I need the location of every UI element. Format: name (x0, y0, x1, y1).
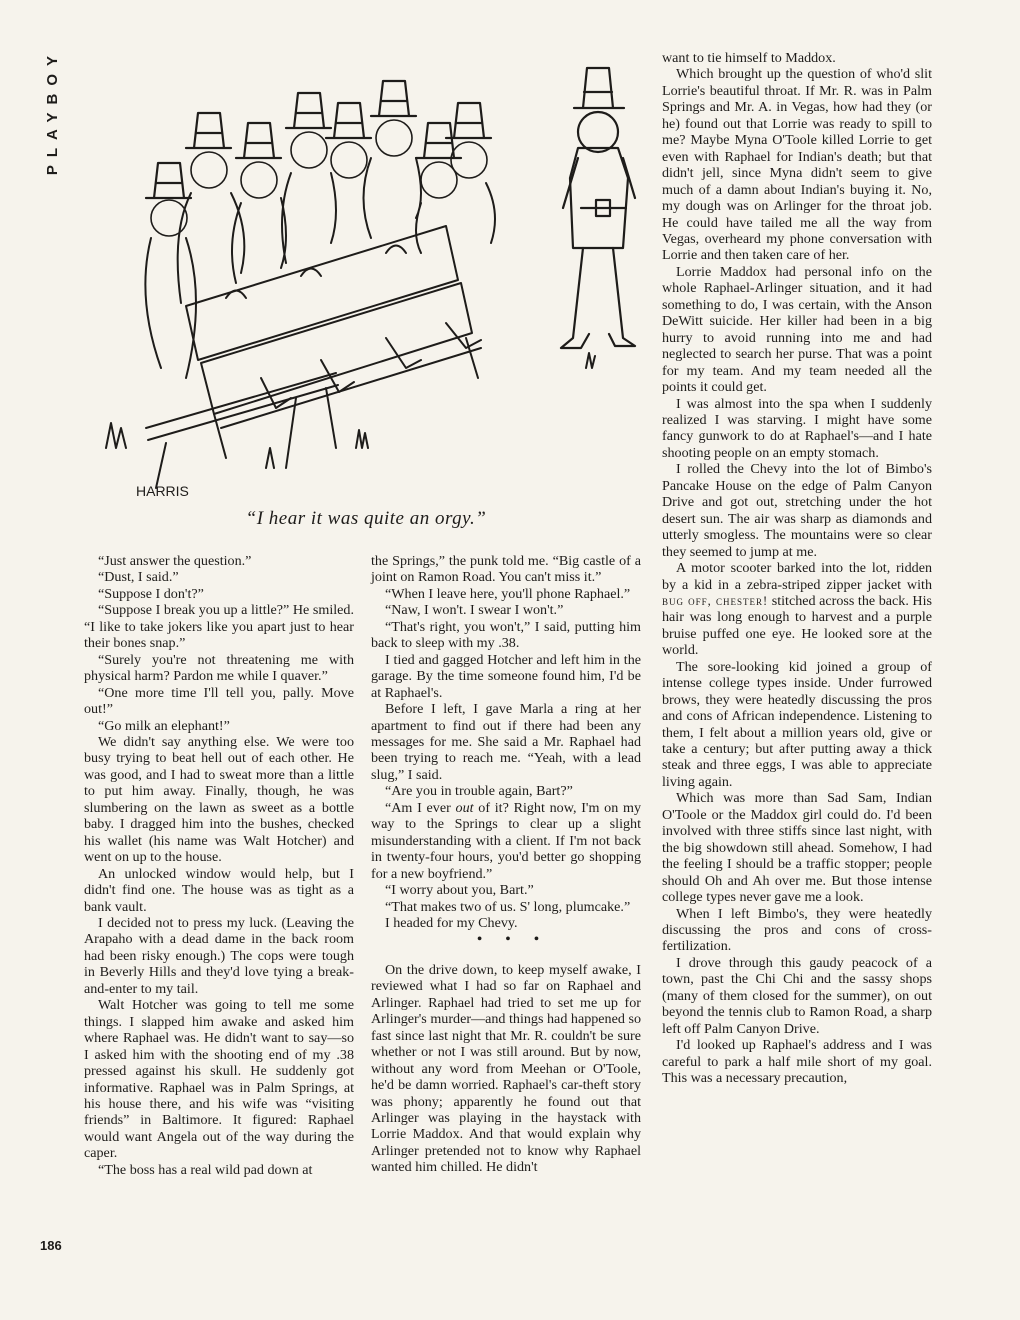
paragraph: We didn't say anything else. We were too busy trying to beat hell out of each other. He was good, and I had to sweat more than a little to put him away. Finally, though, he was slumbering on the lawn as sweet as a bottle baby. I dragged him into the bushes, checked his wallet (his name was Walt Hotcher) and went on up to the house. (84, 733, 354, 866)
paragraph: “Go milk an elephant!” (98, 717, 230, 734)
paragraph: An unlocked window would help, but I didn't find one. The house was as tight as a bank vault. (84, 865, 354, 915)
paragraph: Which brought up the question of who'd slit Lorrie's beautiful throat. If Mr. R. was in Palm Springs and Mr. A. in Vegas, how had they (or he) found out that Lorrie was ready to spill to me? Maybe Myna O'Toole killed Lorrie to get even with Raphael for Indian's death; but that didn't jell, since Myna didn't seem to give much of a damn about Indian's buying it. No, my dough was on Arlinger for the throat job. He could have tailed me all the way from Vegas, overheard my phone conversation with Lorrie and then taken care of her. (662, 66, 932, 264)
section-separator: • • • (477, 931, 549, 948)
italic-word: out (455, 799, 474, 816)
paragraph: I rolled the Chevy into the lot of Bimbo's Pancake House on the edge of Palm Canyon Drive and got out, stretching under the hot desert sun. The air was sharp as diamonds and utterly smogless. The mountains were so clear they seemed to jump at me. (662, 461, 932, 560)
paragraph: “Naw, I won't. I swear I won't.” (385, 602, 564, 619)
paragraph: Which was more than Sad Sam, Indian O'Toole or the Maddox girl could do. I'd been involved with three stiffs since last night, with the big showdown still ahead. Somehow, I had the feeling I should be a traffic stopper; people should Oh and Ah over me. But those intense college types never gave me a look. (662, 790, 932, 906)
masthead: PLAYBOY (44, 48, 61, 176)
paragraph: “One more time I'll tell you, pally. Move out!” (84, 684, 354, 718)
paragraph: “Suppose I break you up a little?” He smiled. “I like to take jokers like you apart just to hear their bones snap.” (84, 602, 354, 652)
article-column-1 (84, 553, 354, 1178)
paragraph: “I worry about you, Bart.” (385, 882, 534, 899)
paragraph (662, 560, 932, 659)
cartoon-caption: “I hear it was quite an orgy.” (245, 508, 487, 529)
paragraph: I tied and gagged Hotcher and left him in the garage. By the time someone found him, I'd be at Raphael's. (371, 651, 641, 701)
cartoonist-signature: HARRIS (136, 483, 189, 499)
paragraph: I was almost into the spa when I suddenly realized I was starving. I might have some fancy gunwork to do at Raphael's—and I hate shooting people on an empty stomach. (662, 395, 932, 461)
paragraph: When I left Bimbo's, they were heatedly discussing the pros and cons of cross-fertilization. (662, 905, 932, 955)
paragraph: I decided not to press my luck. (Leaving the Arapaho with a dead dame in the back room had been risky enough.) The cops were tough in Beverly Hills and they'd love tying a break-and-enter to my tail. (84, 914, 354, 997)
paragraph: “The boss has a real wild pad down at (98, 1161, 313, 1178)
paragraph: “Are you in trouble again, Bart?” (385, 783, 573, 800)
text-run: A motor scooter barked into the lot, ridden by a kid in a zebra-striped zipper jacket with (662, 560, 932, 593)
paragraph: I headed for my Chevy. (385, 914, 518, 931)
paragraph: Walt Hotcher was going to tell me some things. I slapped him awake and asked him where Raphael was. He didn't want to say—so I asked him with the shooting end of my .38 pressed against his skull. He suddenly got informative. Raphael was in Palm Springs, at his house there, and his wife was “visiting friends” in Baltimore. It figured: Raphael would want Angela out of the way during the caper. (84, 997, 354, 1162)
paragraph: “Dust, I said.” (98, 569, 179, 586)
paragraph: Lorrie Maddox had personal info on the whole Raphael-Arlinger situation, and it had something to do, I was certain, with the Anson DeWitt suicide. Her killer had been in a big hurry to avoid running into me and had neglected to search her purse. That was a point for my team. And my team needed all the points it could get. (662, 263, 932, 396)
paragraph: “Just answer the question.” (98, 553, 252, 569)
paragraph: the Springs,” the punk told me. “Big castle of a joint on Ramon Road. You can't miss it.” (371, 553, 641, 586)
page-number: 186 (40, 1238, 62, 1253)
paragraph: “Surely you're not threatening me with physical harm? Pardon me while I quaver.” (84, 651, 354, 685)
cartoon-illustration (86, 48, 646, 508)
paragraph: The sore-looking kid joined a group of intense college types inside. Under furrowed brows, they were heatedly discussing the pros and cons of African independence. Listening to them, I felt about a million years old, give or take a century; but after putting away a thick steak and three eggs, I was able to appreciate living again. (662, 658, 932, 790)
paragraph (371, 800, 641, 882)
paragraph: “When I leave here, you'll phone Raphael.” (385, 585, 631, 602)
paragraph: Before I left, I gave Marla a ring at her apartment to find out if there had been any messages for me. She said a Mr. Raphael had been trying to reach me. “Yeah, with a lead slug,” I said. (371, 701, 641, 783)
text-run: stitched across the back. His hair was long enough to harvest and a purple bruise puffed one eye. He looked sore at the world. (662, 592, 932, 659)
paragraph: “That's right, you won't,” I said, putting him back to sleep with my .38. (371, 618, 641, 652)
text-run: “Am I ever (385, 799, 456, 816)
article-column-3 (662, 50, 932, 1087)
paragraph: On the drive down, to keep myself awake, I reviewed what I had so far on Raphael and Arlinger. Raphael had tried to set me up for Arlinger's murder—and things had happened so fast since last night that Mr. R. couldn't be sure whether or not I was still around. But by now, without any word from Meehan or O'Toole, he'd be damn worried. Raphael's car-theft story was phony; apparently he found out that Arlinger was playing in the haystack with Lorrie Maddox. And that would explain why Arlinger pretended not to know why Raphael wanted him chilled. He didn't (371, 961, 641, 1176)
paragraph: want to tie himself to Maddox. (662, 50, 836, 66)
paragraph: I drove through this gaudy peacock of a town, past the Chi Chi and the sassy shops (many of them closed for the summer), on out beyond the tennis club to Ramon Road, a sharp left off Palm Canyon Drive. (662, 954, 932, 1037)
small-caps-text: bug off, chester! (662, 593, 769, 608)
paragraph: I'd looked up Raphael's address and I was careful to park a half mile short of my goal. This was a necessary precaution, (662, 1037, 932, 1087)
paragraph: “Suppose I don't?” (98, 585, 204, 602)
text-run: of it? Right now, I'm on my way to the Springs to clear up a slight misunderstanding with a client. If I'm not back in twenty-four hours, you'd better go shopping for a new boyfriend.” (371, 799, 641, 882)
article-column-2 (371, 553, 641, 1176)
paragraph: “That makes two of us. S' long, plumcake.” (385, 898, 631, 915)
